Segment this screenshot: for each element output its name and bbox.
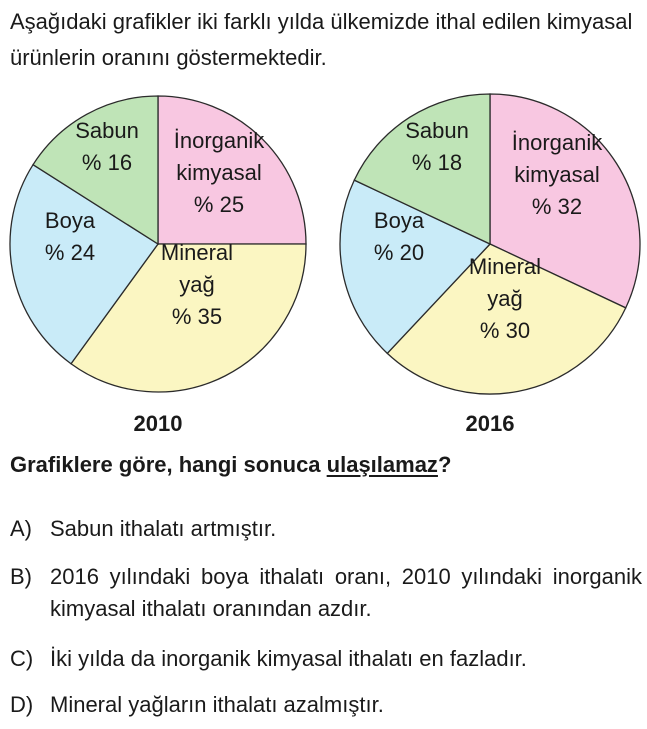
question-text: Grafiklere göre, hangi sonuca <box>10 452 327 477</box>
pie-chart-2016 <box>340 94 640 436</box>
slice-label-boya: Boya % 20 <box>373 208 425 265</box>
slice-label-sabun: Sabun % 18 <box>405 118 469 175</box>
pie-chart-2010 <box>10 96 306 436</box>
chart-year-title: 2016 <box>465 411 515 436</box>
slice-label-inorganik: İnorganik kimyasal % 25 <box>173 128 265 217</box>
option-b[interactable] <box>10 561 642 625</box>
pie-charts <box>0 88 647 443</box>
option-a-key: A) <box>10 516 32 541</box>
question-prompt <box>10 452 451 478</box>
option-b-key: B) <box>10 564 32 589</box>
slice-label-inorganik: İnorganik kimyasal % 32 <box>511 130 603 219</box>
option-c-text: İki yılda da inorganik kimyasal ithalatı en fazladır. <box>50 646 527 671</box>
option-d[interactable] <box>10 689 384 721</box>
option-c-key: C) <box>10 646 34 671</box>
option-c[interactable] <box>10 643 527 675</box>
question-mark: ? <box>437 452 452 477</box>
option-d-key: D) <box>10 692 34 717</box>
option-b-text: 2016 yılındaki boya ithalatı oranı, 2010 yılındaki inorganik kimyasal ithalatı oranından azdır. <box>50 564 642 621</box>
option-a-text: Sabun ithalatı artmıştır. <box>50 516 277 541</box>
question-intro: Aşağıdaki grafikler iki farklı yılda ülkemizde ithal edilen kimyasal ürünlerin oranını göstermektedir. <box>10 9 633 70</box>
option-d-text: Mineral yağların ithalatı azalmıştır. <box>50 692 384 717</box>
slice-label-sabun: Sabun % 16 <box>75 118 139 175</box>
slice-label-mineral: Mineral yağ % 30 <box>468 254 542 343</box>
option-a[interactable] <box>10 513 276 545</box>
slice-label-boya: Boya % 24 <box>44 208 96 265</box>
chart-year-title: 2010 <box>133 411 183 436</box>
slice-label-mineral: Mineral yağ % 35 <box>160 240 234 329</box>
question-emphasis: ulaşılamaz <box>326 452 438 477</box>
